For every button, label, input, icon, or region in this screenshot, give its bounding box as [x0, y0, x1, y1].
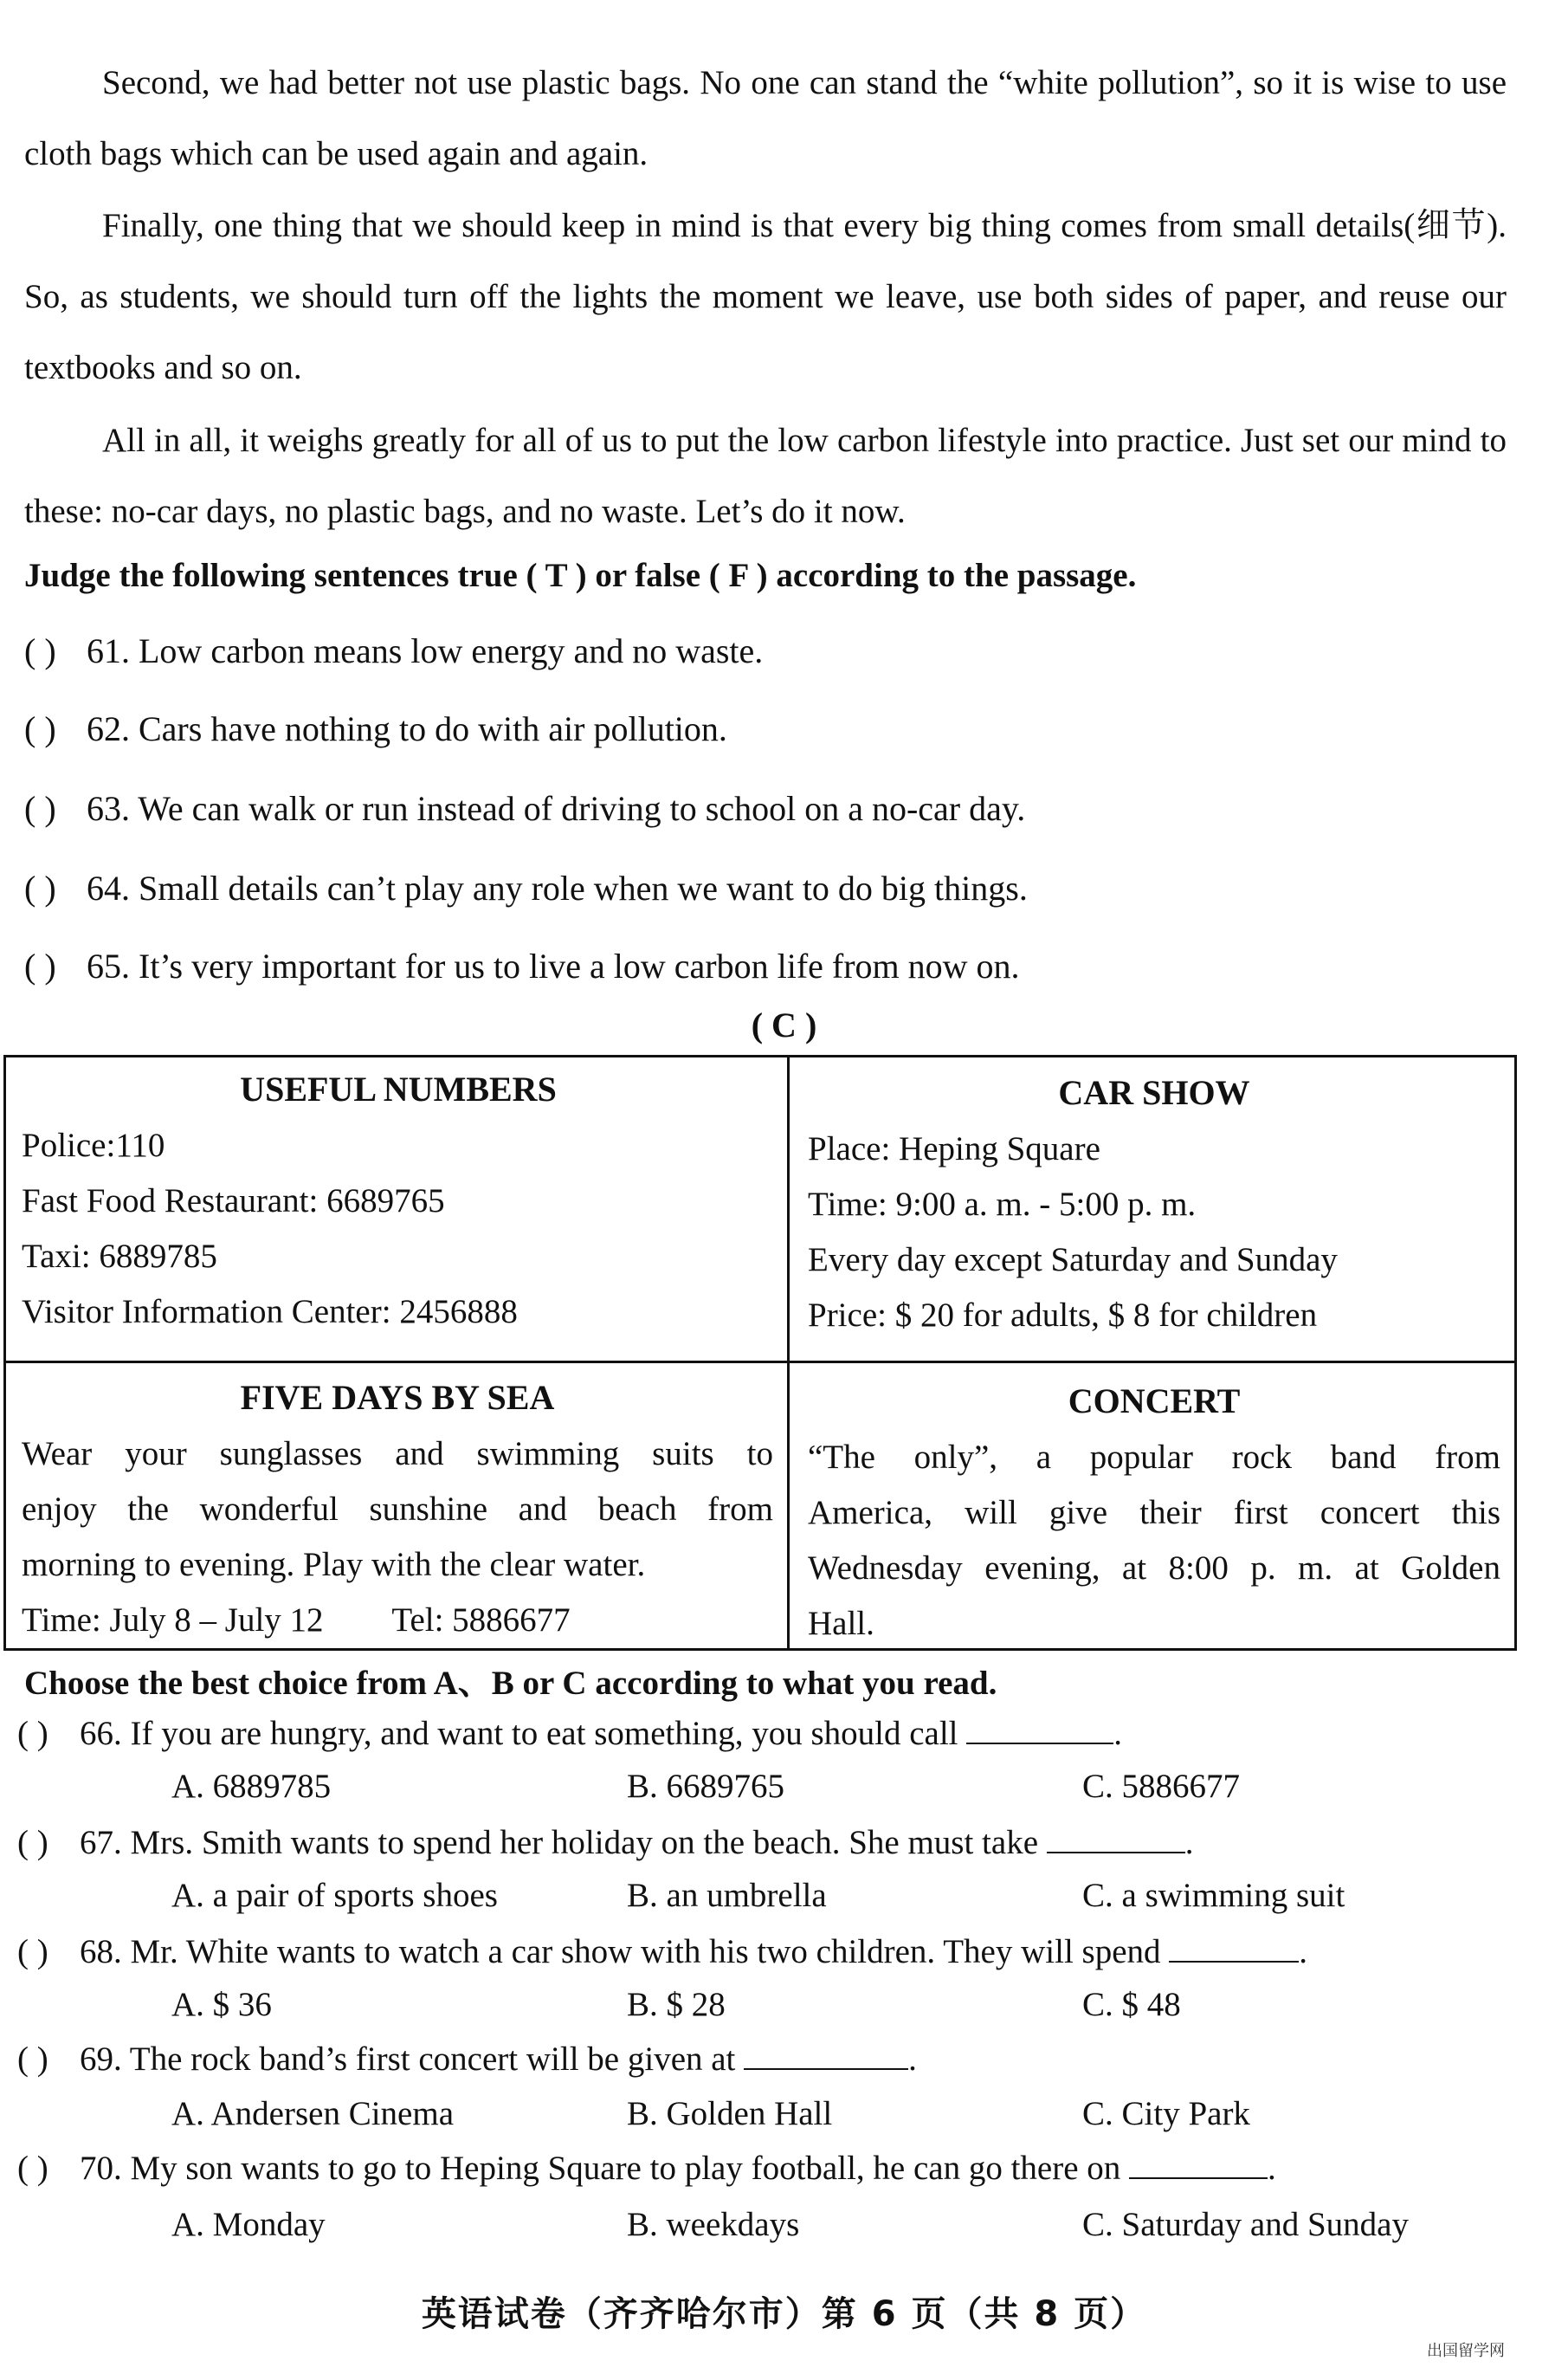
five-days-time: Time: July 8 – July 12	[22, 1601, 324, 1639]
car-show-line: Every day except Saturday and Sunday	[808, 1241, 1338, 1278]
tf-item-62: ( ) 62. Cars have nothing to do with air pollution.	[24, 709, 727, 748]
car-show-title: CAR SHOW	[1058, 1073, 1250, 1112]
five-days-time-row	[22, 1593, 773, 1648]
tf-item-61: ( ) 61. Low carbon means low energy and no waste.	[24, 631, 764, 670]
option-70-c: C. Saturday and Sunday	[1082, 2206, 1409, 2243]
option-70-b: B. weekdays	[627, 2206, 800, 2243]
concert-line: Wednesday evening, at 8:00 p. m. at Golden	[808, 1549, 1500, 1587]
five-days-cell	[22, 1369, 773, 1648]
five-days-line: morning to evening. Play with the clear water.	[22, 1546, 646, 1583]
option-68-a: A. $ 36	[171, 1986, 272, 2023]
five-days-line: Wear your sunglasses and swimming suits to	[22, 1435, 773, 1472]
car-show-line: Time: 9:00 a. m. - 5:00 p. m.	[808, 1186, 1197, 1223]
question-68: ( ) 68. Mr. White wants to watch a car show with his two children. They will spend .	[17, 1933, 1308, 1970]
car-show-line: Place: Heping Square	[808, 1130, 1100, 1167]
option-68-c: C. $ 48	[1082, 1986, 1181, 2023]
option-70-a: A. Monday	[171, 2206, 326, 2243]
concert-line: America, will give their first concert this	[808, 1494, 1500, 1531]
option-66-a: A. 6889785	[171, 1768, 332, 1805]
question-66: ( ) 66. If you are hungry, and want to eat something, you should call .	[17, 1715, 1122, 1752]
tf-item-65: ( ) 65. It’s very important for us to live a low carbon life from now on.	[24, 947, 1020, 986]
car-show-line: Price: $ 20 for adults, $ 8 for children	[808, 1297, 1318, 1334]
option-67-a: A. a pair of sports shoes	[171, 1877, 498, 1914]
useful-numbers-line: Fast Food Restaurant: 6689765	[22, 1182, 445, 1219]
section-c-label: ( C )	[751, 1006, 817, 1044]
passage-paragraph-1: Second, we had better not use plastic bags. No one can stand the “white pollution”, so it is wise to use cloth bags which can be used again and again.	[24, 64, 1507, 172]
tf-item-64: ( ) 64. Small details can’t play any role when we want to do big things.	[24, 869, 1028, 908]
useful-numbers-cell	[22, 1061, 775, 1340]
option-66-b: B. 6689765	[627, 1768, 785, 1805]
concert-title: CONCERT	[1068, 1381, 1241, 1420]
choice-instruction: Choose the best choice from A、B or C according to what you read.	[24, 1665, 997, 1702]
table-divider-horizontal	[6, 1361, 1514, 1363]
five-days-line: enjoy the wonderful sunshine and beach from	[22, 1491, 773, 1528]
passage-paragraph-3: All in all, it weighs greatly for all of us to put the low carbon lifestyle into practice. Just set our mind to these: no-car days, no plastic bags, and no waste. Let’s do it now.	[24, 422, 1507, 530]
option-69-b: B. Golden Hall	[627, 2095, 833, 2132]
five-days-title: FIVE DAYS BY SEA	[240, 1378, 555, 1417]
page-footer: 英语试卷（齐齐哈尔市）第 6 页（共 8 页）	[421, 2294, 1147, 2334]
useful-numbers-title: USEFUL NUMBERS	[240, 1070, 557, 1109]
passage-paragraph-2: Finally, one thing that we should keep in mind is that every big thing comes from small details(细节). So, as students, we should turn off the lights the moment we leave, use both sides of paper, and reuse our textbooks and so on.	[24, 207, 1507, 386]
five-days-tel: Tel: 5886677	[391, 1601, 571, 1639]
table-divider-vertical	[787, 1057, 790, 1648]
question-70: ( ) 70. My son wants to go to Heping Square to play football, he can go there on .	[17, 2150, 1276, 2187]
notice-table	[3, 1055, 1517, 1651]
car-show-cell	[808, 1064, 1500, 1343]
option-69-a: A. Andersen Cinema	[171, 2095, 455, 2132]
useful-numbers-line: Taxi: 6889785	[22, 1238, 217, 1275]
tf-item-63: ( ) 63. We can walk or run instead of driving to school on a no-car day.	[24, 789, 1026, 828]
question-67: ( ) 67. Mrs. Smith wants to spend her holiday on the beach. She must take .	[17, 1824, 1194, 1861]
concert-cell	[808, 1373, 1500, 1652]
question-69: ( ) 69. The rock band’s first concert will be given at .	[17, 2040, 917, 2078]
option-68-b: B. $ 28	[627, 1986, 726, 2023]
option-67-c: C. a swimming suit	[1082, 1877, 1345, 1914]
useful-numbers-line: Police:110	[22, 1127, 165, 1164]
option-69-c: C. City Park	[1082, 2095, 1250, 2132]
watermark-text: 出国留学网	[1427, 2342, 1505, 2360]
option-66-c: C. 5886677	[1082, 1768, 1241, 1805]
concert-line: Hall.	[808, 1605, 874, 1642]
useful-numbers-line: Visitor Information Center: 2456888	[22, 1293, 518, 1330]
judge-instruction: Judge the following sentences true ( T ) or false ( F ) according to the passage.	[24, 557, 1137, 594]
option-67-b: B. an umbrella	[627, 1877, 827, 1914]
concert-line: “The only”, a popular rock band from	[808, 1439, 1500, 1476]
